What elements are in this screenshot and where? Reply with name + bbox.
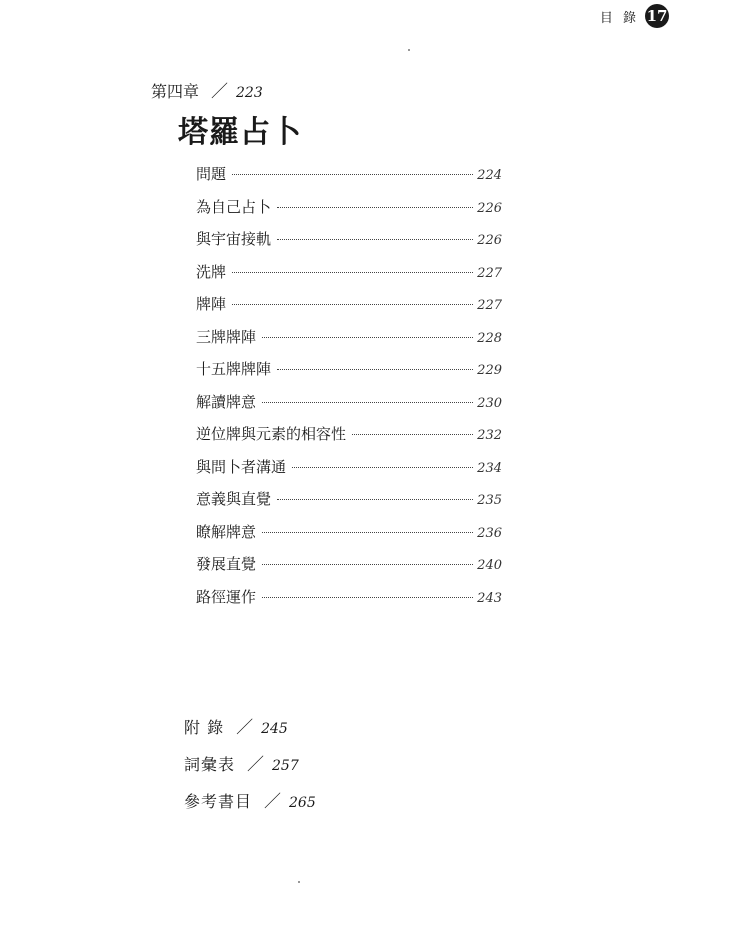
toc-entry-label: 牌陣 — [196, 295, 227, 313]
toc-entry — [196, 261, 502, 294]
toc-entry — [196, 293, 502, 326]
dot-leader — [232, 174, 473, 175]
toc-entry — [196, 553, 502, 586]
page-number-badge: 17 — [645, 4, 669, 28]
back-matter-list — [184, 713, 316, 824]
chapter-heading — [151, 77, 263, 102]
toc-entry — [196, 423, 502, 456]
dot-leader — [262, 564, 473, 565]
toc-entry-label: 三牌牌陣 — [196, 327, 257, 346]
dot-leader — [277, 239, 473, 240]
toc-entry-page: 226 — [477, 233, 502, 248]
toc-entry-label: 洗牌 — [196, 262, 227, 281]
back-matter-label: 附 錄 — [184, 718, 225, 737]
chapter-label: 第四章 — [151, 82, 200, 101]
toc-entry — [196, 456, 502, 489]
toc-entry — [196, 196, 502, 229]
dot-leader — [277, 207, 473, 208]
back-matter-entry — [184, 713, 316, 750]
toc-entry-label: 瞭解牌意 — [196, 522, 257, 541]
back-matter-entry — [184, 750, 316, 787]
dot-leader — [232, 304, 473, 305]
toc-entry-label: 十五牌牌陣 — [196, 360, 272, 378]
toc-entry-label: 意義與直覺 — [196, 490, 272, 508]
back-matter-separator: ／ — [264, 792, 282, 812]
toc-entry-label: 路徑運作 — [196, 587, 257, 606]
dot-leader — [262, 597, 473, 598]
back-matter-page: 257 — [272, 758, 299, 774]
chapter-page: 223 — [236, 85, 263, 101]
toc-entry-label: 發展直覺 — [196, 555, 257, 573]
back-matter-page: 245 — [261, 721, 288, 737]
toc-entry — [196, 391, 502, 424]
toc-entry-page: 227 — [477, 265, 502, 281]
chapter-separator: ／ — [211, 82, 229, 102]
dot-leader — [262, 532, 473, 533]
toc-entry-label: 解讀牌意 — [196, 392, 257, 411]
toc-entry — [196, 228, 502, 261]
toc-entry-label: 問題 — [196, 165, 227, 183]
toc-entry-label: 逆位牌與元素的相容性 — [196, 425, 347, 443]
back-matter-label: 參考書目 — [184, 792, 253, 811]
back-matter-separator: ／ — [247, 755, 265, 775]
toc-entry-page: 224 — [477, 168, 502, 183]
toc-entry-page: 232 — [477, 428, 502, 443]
toc-entry-page: 230 — [477, 395, 502, 411]
toc-entry-page: 243 — [477, 590, 502, 606]
toc-entry-label: 與宇宙接軌 — [196, 230, 272, 248]
back-matter-separator: ／ — [236, 718, 254, 738]
toc-list — [196, 163, 502, 618]
header-label: 目 錄 — [599, 10, 639, 26]
dot-leader — [262, 337, 473, 338]
toc-entry — [196, 586, 502, 619]
toc-entry-page: 236 — [477, 525, 502, 541]
scan-speck — [298, 881, 300, 883]
toc-entry — [196, 163, 502, 196]
toc-entry — [196, 326, 502, 359]
dot-leader — [277, 369, 473, 370]
toc-entry-page: 228 — [477, 330, 502, 346]
toc-entry-page: 227 — [477, 298, 502, 313]
dot-leader — [277, 499, 473, 500]
toc-entry-page: 234 — [477, 460, 502, 476]
chapter-title: 塔羅占卜 — [178, 115, 302, 150]
toc-entry-label: 為自己占卜 — [196, 197, 272, 216]
dot-leader — [232, 272, 473, 273]
running-header — [600, 4, 669, 28]
scan-speck — [408, 49, 410, 51]
toc-entry-page: 226 — [477, 200, 502, 216]
back-matter-page: 265 — [289, 795, 316, 811]
toc-entry — [196, 488, 502, 521]
toc-entry — [196, 521, 502, 554]
toc-entry-page: 240 — [477, 558, 502, 573]
toc-entry-page: 229 — [477, 363, 502, 378]
toc-entry-page: 235 — [477, 493, 502, 508]
toc-entry — [196, 358, 502, 391]
dot-leader — [262, 402, 473, 403]
back-matter-entry — [184, 787, 316, 824]
dot-leader — [292, 467, 473, 468]
dot-leader — [352, 434, 473, 435]
toc-entry-label: 與問卜者溝通 — [196, 457, 287, 476]
back-matter-label: 詞彙表 — [184, 755, 236, 774]
